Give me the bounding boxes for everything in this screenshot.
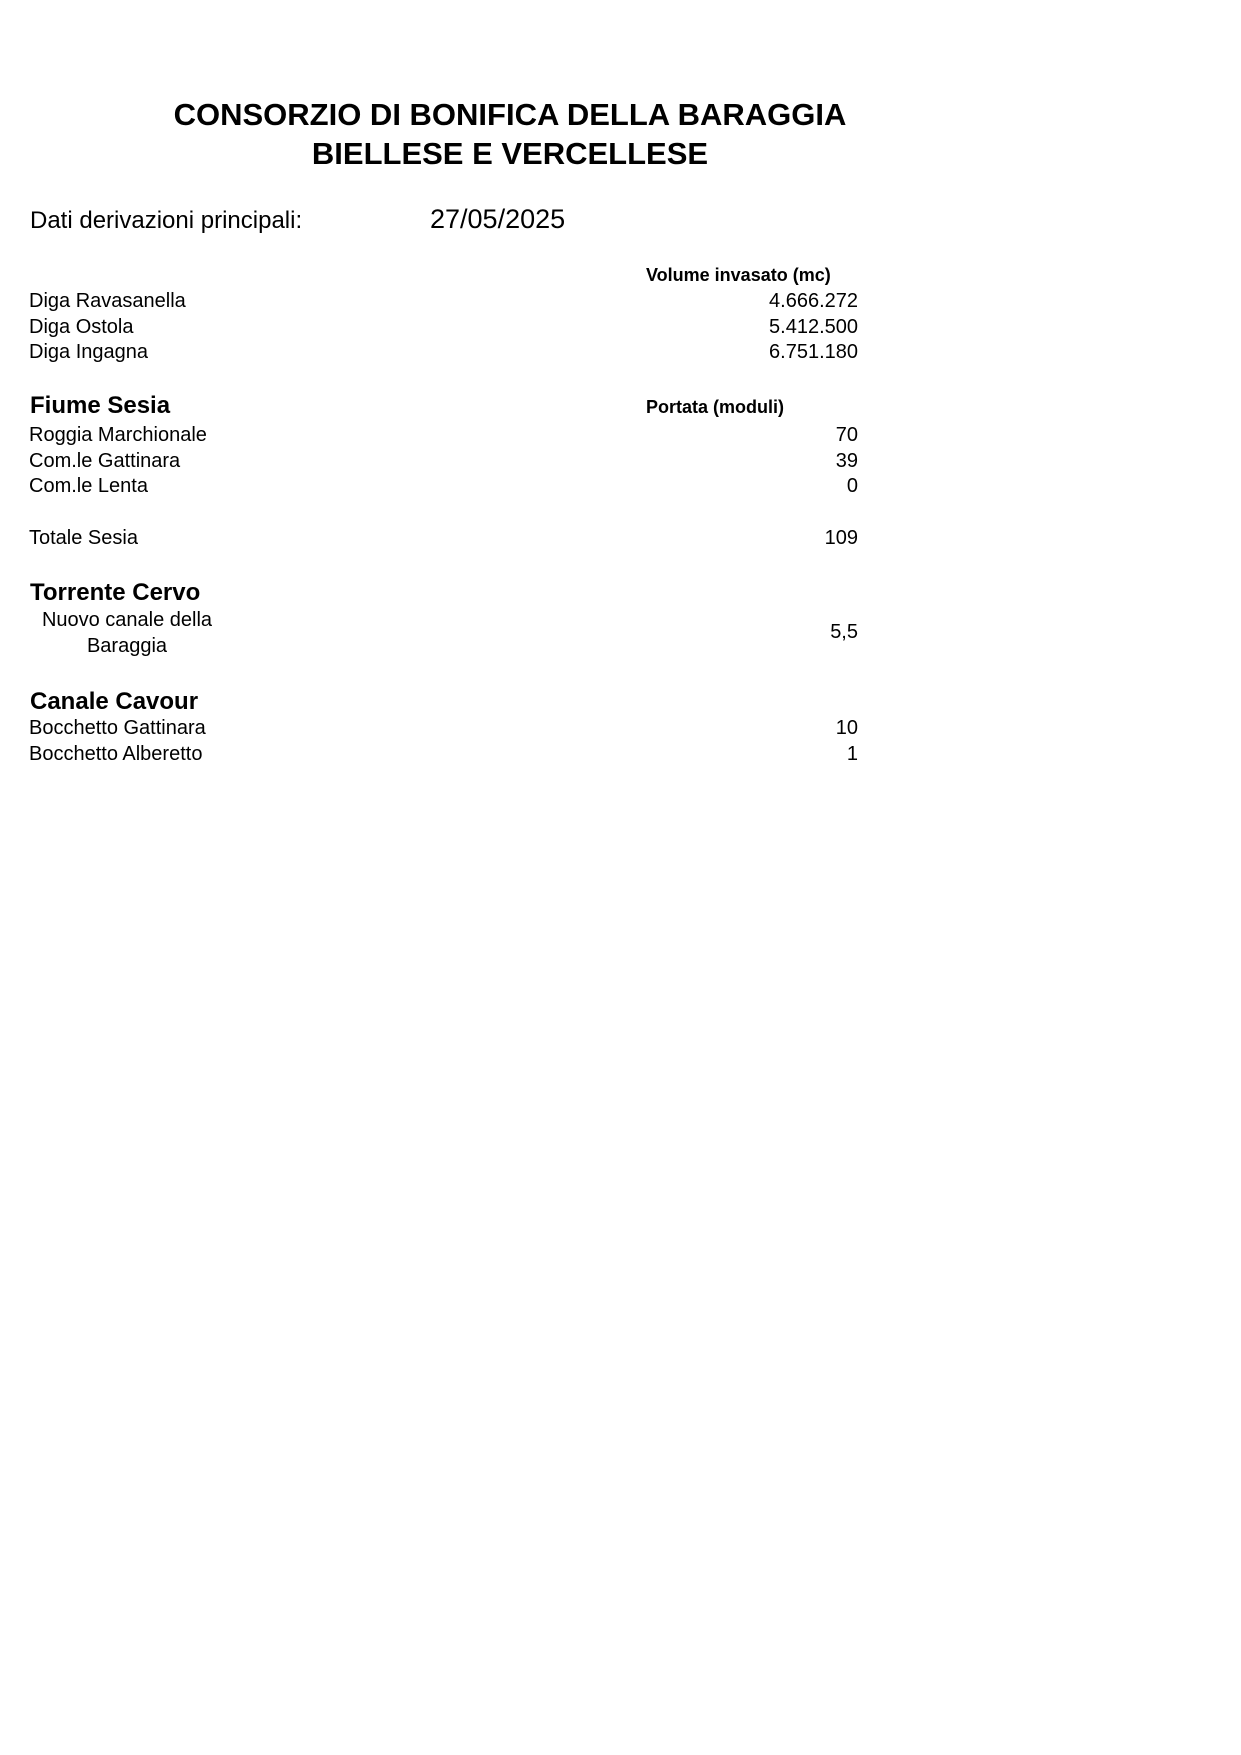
sesia-total-label: Totale Sesia <box>29 527 138 549</box>
section-title-sesia: Fiume Sesia <box>30 392 171 419</box>
report-date: 27/05/2025 <box>430 204 566 234</box>
diga-name: Diga Ostola <box>29 316 134 338</box>
sesia-row-name: Com.le Gattinara <box>29 450 181 472</box>
cervo-row-value: 5,5 <box>830 621 858 643</box>
sesia-row-name: Com.le Lenta <box>29 475 148 497</box>
document-title-line-1: CONSORZIO DI BONIFICA DELLA BARAGGIA <box>173 97 847 132</box>
volume-column-header: Volume invasato (mc) <box>646 265 831 285</box>
cavour-row-value: 1 <box>846 743 858 765</box>
diga-name: Diga Ravasanella <box>29 290 186 312</box>
sesia-row-value: 70 <box>835 424 858 446</box>
sesia-row-value: 39 <box>835 450 858 472</box>
cavour-row-name: Bocchetto Alberetto <box>29 743 203 765</box>
section-title-cavour: Canale Cavour <box>30 688 199 715</box>
sesia-row-name: Roggia Marchionale <box>29 424 207 446</box>
cavour-row-name: Bocchetto Gattinara <box>29 717 206 739</box>
cavour-row-value: 10 <box>835 717 858 739</box>
diga-volume: 5.412.500 <box>769 316 858 338</box>
diga-volume: 6.751.180 <box>769 341 858 363</box>
diga-volume: 4.666.272 <box>769 290 858 312</box>
cervo-row-name: Nuovo canale della Baraggia <box>41 609 213 657</box>
sesia-total-value: 109 <box>824 527 858 549</box>
sesia-row-value: 0 <box>846 475 858 497</box>
portata-column-header: Portata (moduli) <box>646 397 784 417</box>
section-title-cervo: Torrente Cervo <box>30 579 201 606</box>
diga-name: Diga Ingagna <box>29 341 148 363</box>
summary-label: Dati derivazioni principali: <box>30 207 303 234</box>
document-title-line-2: BIELLESE E VERCELLESE <box>311 136 709 171</box>
